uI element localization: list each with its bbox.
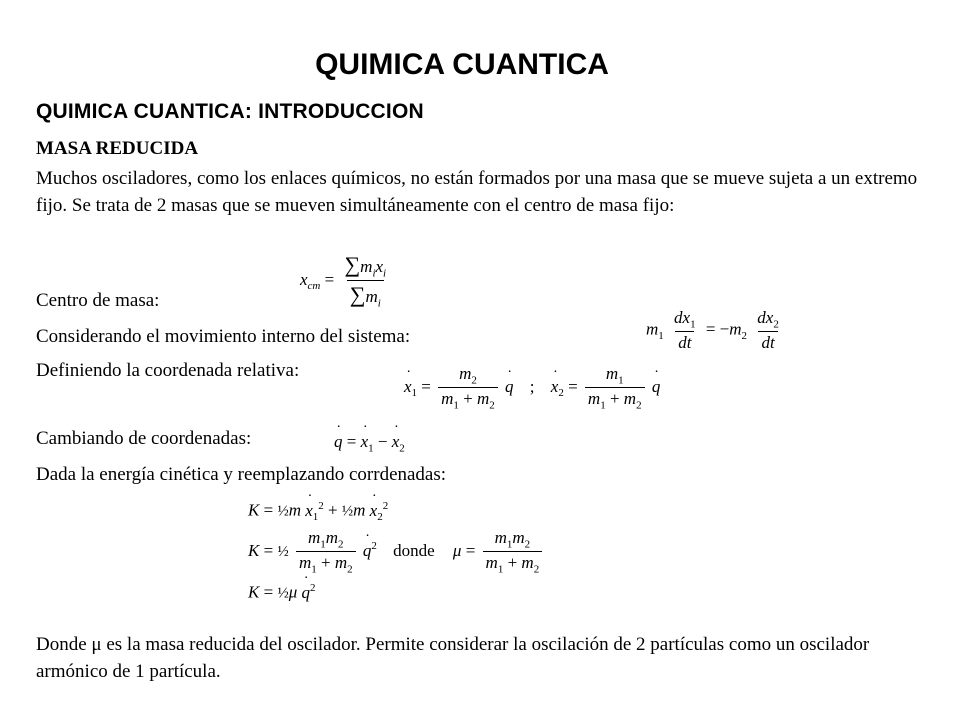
page-title: QUIMICA CUANTICA [315,48,609,81]
closing-paragraph: Donde μ es la masa reducida del oscilador. Permite considerar la oscilación de 2 partículas como un oscilador armónico de 1 partícula. [36,634,870,682]
slide-subtitle: QUIMICA CUANTICA: INTRODUCCION [36,100,424,123]
equation-relative-coordinates: ˙ $x_1$ = $\frac{m_2}{m_1 + m_2}$ ˙ q ; ˙ $x_2$ = $\frac{m_1}{m_1 + m_2}$ ˙ q [404,364,660,412]
equation-kinetic-energy-3: K = ½μ ˙ $q^2$ [248,582,315,603]
section-heading: MASA REDUCIDA [36,138,199,159]
equation-internal-motion: $m_1$ $\frac{dx_1}{dt}$ = $-m_2$ $\frac{dx_2}{dt}$ [646,308,779,353]
equation-change-coordinates: ˙ q = ˙ $x_1$ − ˙ $x_2$ [334,432,405,454]
intro-paragraph: Muchos osciladores, como los enlaces químicos, no están formados por una masa que se mueve sujeta a un extremo fijo. Se trata de 2 masas que se mueven simultáneamente con el centro de masa fijo: [36,168,918,216]
text-centro-de-masa: Centro de masa: [36,290,160,311]
donde-label: donde [393,540,435,560]
text-definiendo: Definiendo la coordenada relativa: [36,360,300,381]
equation-kinetic-energy-2: K = ½ $\frac{m_1m_2}{m_1 + m_2}$ ˙ $q^2$ donde μ = $\frac{m_1m_2}{m_1 + m_2}$ [248,528,545,576]
text-cambiando: Cambiando de coordenadas: [36,428,252,449]
text-considerando: Considerando el movimiento interno del sistema: [36,326,411,347]
equation-center-of-mass: $x_{cm}$ = $\frac{\sum m_ix_i}{\sum m_i}$ [300,252,387,310]
equation-kinetic-energy-1: K = ½m ˙ $x_1^2$ + ½m ˙ $x_2^2$ [248,500,388,523]
text-dada: Dada la energía cinética y reemplazando corrdenadas: [36,464,447,485]
equation-separator: ; [529,376,535,396]
